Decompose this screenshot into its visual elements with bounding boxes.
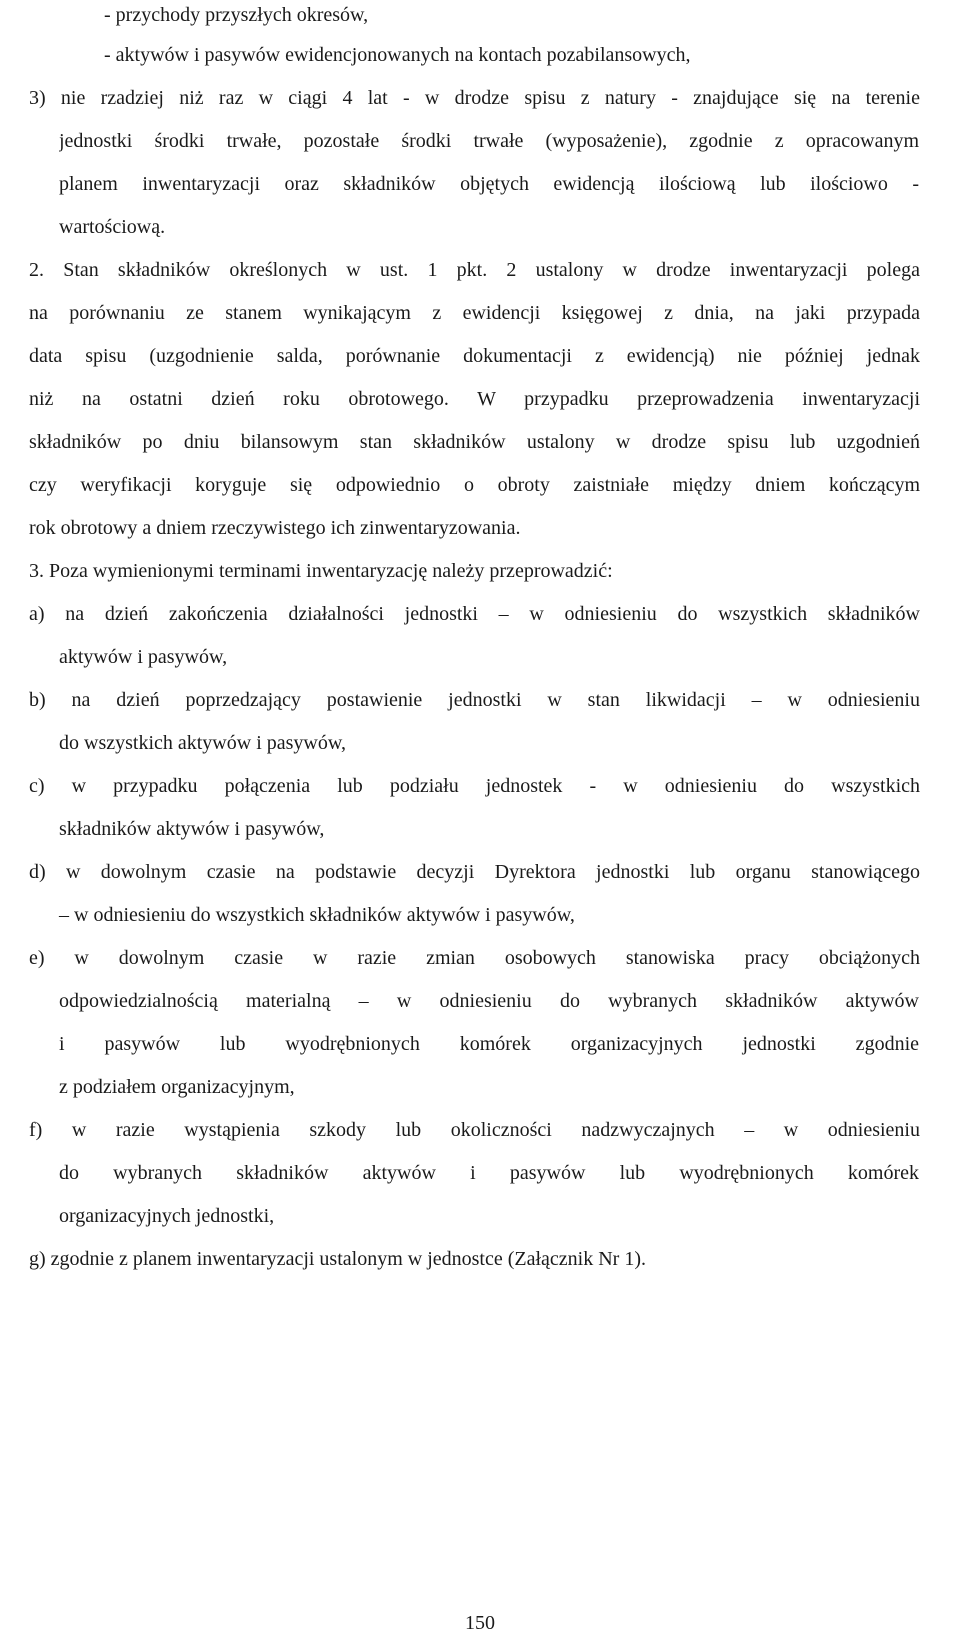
text-line: - aktywów i pasywów ewidencjonowanych na kontach pozabilansowych, [104,44,691,66]
text-line: c) w przypadku połączenia lub podziału jednostek - w odniesieniu do wszystkich [29,775,920,797]
text-line: i pasywów lub wyodrębnionych komórek organizacyjnych jednostki zgodnie [59,1033,919,1055]
text-line: składników aktywów i pasywów, [59,818,325,840]
text-line: planem inwentaryzacji oraz składników objętych ewidencją ilościową lub ilościowo - [59,173,919,195]
text-line: rok obrotowy a dniem rzeczywistego ich zinwentaryzowania. [29,517,521,539]
text-line: g) zgodnie z planem inwentaryzacji ustalonym w jednostce (Załącznik Nr 1). [29,1248,646,1270]
text-line: 3) nie rzadziej niż raz w ciągi 4 lat - w drodze spisu z natury - znajdujące się na terenie [29,87,920,109]
text-line: odpowiedzialnością materialną – w odniesieniu do wybranych składników aktywów [59,990,919,1012]
text-line: aktywów i pasywów, [59,646,228,668]
text-line: b) na dzień poprzedzający postawienie jednostki w stan likwidacji – w odniesieniu [29,689,920,711]
text-line: 2. Stan składników określonych w ust. 1 pkt. 2 ustalony w drodze inwentaryzacji polega [29,259,920,281]
text-line: e) w dowolnym czasie w razie zmian osobowych stanowiska pracy obciążonych [29,947,920,969]
text-line: organizacyjnych jednostki, [59,1205,275,1227]
text-line: na porównaniu ze stanem wynikającym z ewidencji księgowej z dnia, na jaki przypada [29,302,920,324]
page-number: 150 [465,1612,495,1634]
text-line: - przychody przyszłych okresów, [104,4,369,26]
text-line: do wybranych składników aktywów i pasywów lub wyodrębnionych komórek [59,1162,919,1184]
text-line: f) w razie wystąpienia szkody lub okoliczności nadzwyczajnych – w odniesieniu [29,1119,920,1141]
text-line: a) na dzień zakończenia działalności jednostki – w odniesieniu do wszystkich składników [29,603,920,625]
text-line: niż na ostatni dzień roku obrotowego. W przypadku przeprowadzenia inwentaryzacji [29,388,920,410]
text-line: d) w dowolnym czasie na podstawie decyzji Dyrektora jednostki lub organu stanowiącego [29,861,920,883]
text-line: z podziałem organizacyjnym, [59,1076,295,1098]
text-line: czy weryfikacji koryguje się odpowiednio o obroty zaistniałe między dniem kończącym [29,474,920,496]
text-line: – w odniesieniu do wszystkich składników aktywów i pasywów, [59,904,575,926]
text-line: 3. Poza wymienionymi terminami inwentaryzację należy przeprowadzić: [29,560,613,582]
text-line: wartościową. [59,216,166,238]
text-line: do wszystkich aktywów i pasywów, [59,732,347,754]
text-line: jednostki środki trwałe, pozostałe środki trwałe (wyposażenie), zgodnie z opracowanym [59,130,919,152]
text-line: składników po dniu bilansowym stan składników ustalony w drodze spisu lub uzgodnień [29,431,920,453]
text-line: data spisu (uzgodnienie salda, porównanie dokumentacji z ewidencją) nie później jednak [29,345,920,367]
